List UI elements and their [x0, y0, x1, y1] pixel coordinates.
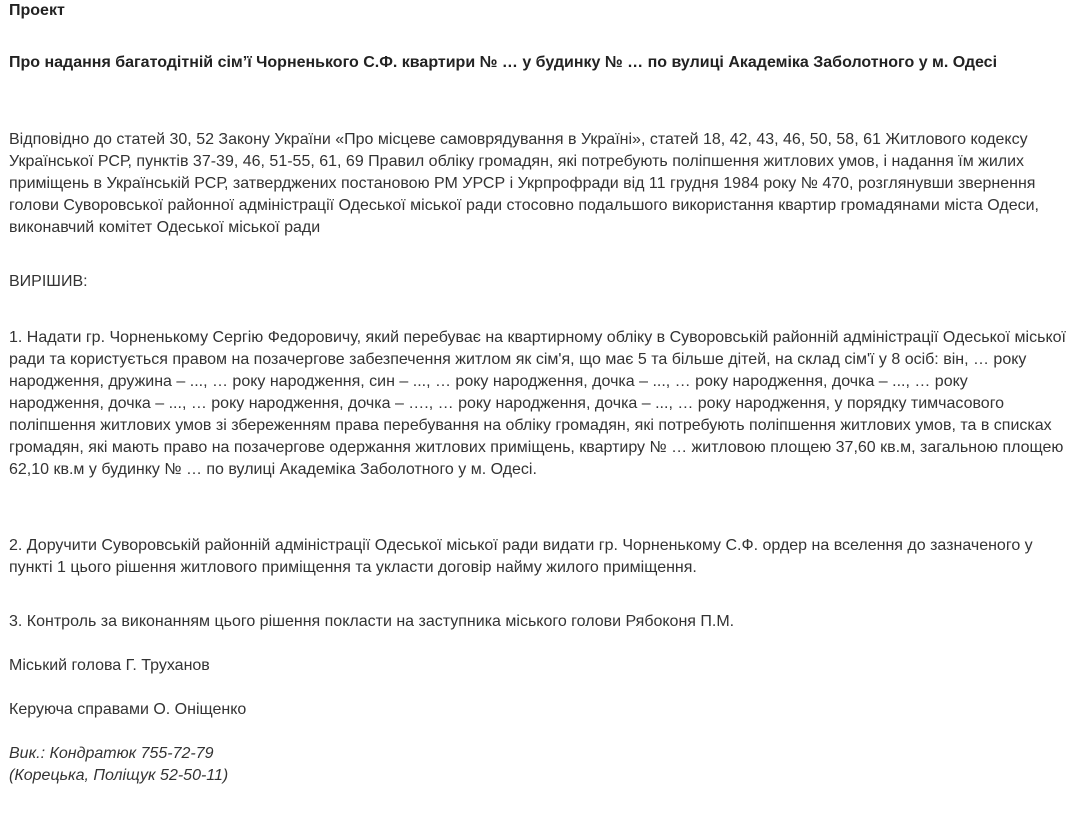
executor-contacts: (Корецька, Поліщук 52-50-11): [9, 767, 229, 784]
decision-item-2: 2. Доручити Суворовській районній адміністрації Одеської міської ради видати гр. Чорненькому С.Ф. ордер на вселення до зазначеного у пункті 1 цього рішення житлового приміщення та укласти договір найму жилого приміщення.: [9, 537, 1033, 576]
document-title: Про надання багатодітній сім’ї Чорненького С.Ф. квартири № … у будинку № … по вулиці Академіка Заболотного у м. Одесі: [9, 54, 998, 71]
mayor-signature: Міський голова Г. Труханов: [9, 657, 210, 674]
document-status: Проект: [9, 2, 65, 19]
preamble-paragraph: Відповідно до статей 30, 52 Закону України «Про місцеве самоврядування в Україні», статей 18, 42, 43, 46, 50, 58, 61 Житлового кодексу Української РСР, пунктів 37-39, 46, 51-55, 61, 69 Правил обліку громадян, які потребують поліпшення житлових умов, і надання їм жилих приміщень в Українській РСР, затверджених постановою РМ УРСР і Укрпрофради від 11 грудня 1984 року № 470, розглянувши звернення голови Суворовської районної адміністрації Одеської міської ради стосовно подальшого використання квартир громадянами міста Одеси, виконавчий комітет Одеської міської ради: [9, 131, 1039, 236]
decided-heading: ВИРІШИВ:: [9, 273, 88, 290]
decision-item-3: 3. Контроль за виконанням цього рішення покласти на заступника міського голови Рябоконя П.М.: [9, 613, 735, 630]
executor-line: Вик.: Кондратюк 755-72-79: [9, 745, 214, 762]
decision-item-1: 1. Надати гр. Чорненькому Сергію Федоровичу, який перебуває на квартирному обліку в Суворовській районній адміністрації Одеської міської ради та користується правом на позачергове забезпечення житлом як сім'я, що має 5 та більше дітей, на склад сім'ї у 8 осіб: він, … року народження, дружина – ..., … року народження, син – ..., … року народження, дочка – ..., … року народження, дочка – ..., … року народження, дочка – ..., … року народження, дочка – …., … року народження, дочка – ..., … року народження, у порядку тимчасового поліпшення житлових умов зі збереженням права перебування на обліку громадян, які потребують поліпшення житлових умов, та в списках громадян, які мають право на позачергове одержання житлових приміщень, квартиру № … житловою площею 37,60 кв.м, загальною площею 62,10 кв.м у будинку № … по вулиці Академіка Заболотного у м. Одесі.: [9, 329, 1066, 478]
manager-signature: Керуюча справами О. Оніщенко: [9, 701, 247, 718]
